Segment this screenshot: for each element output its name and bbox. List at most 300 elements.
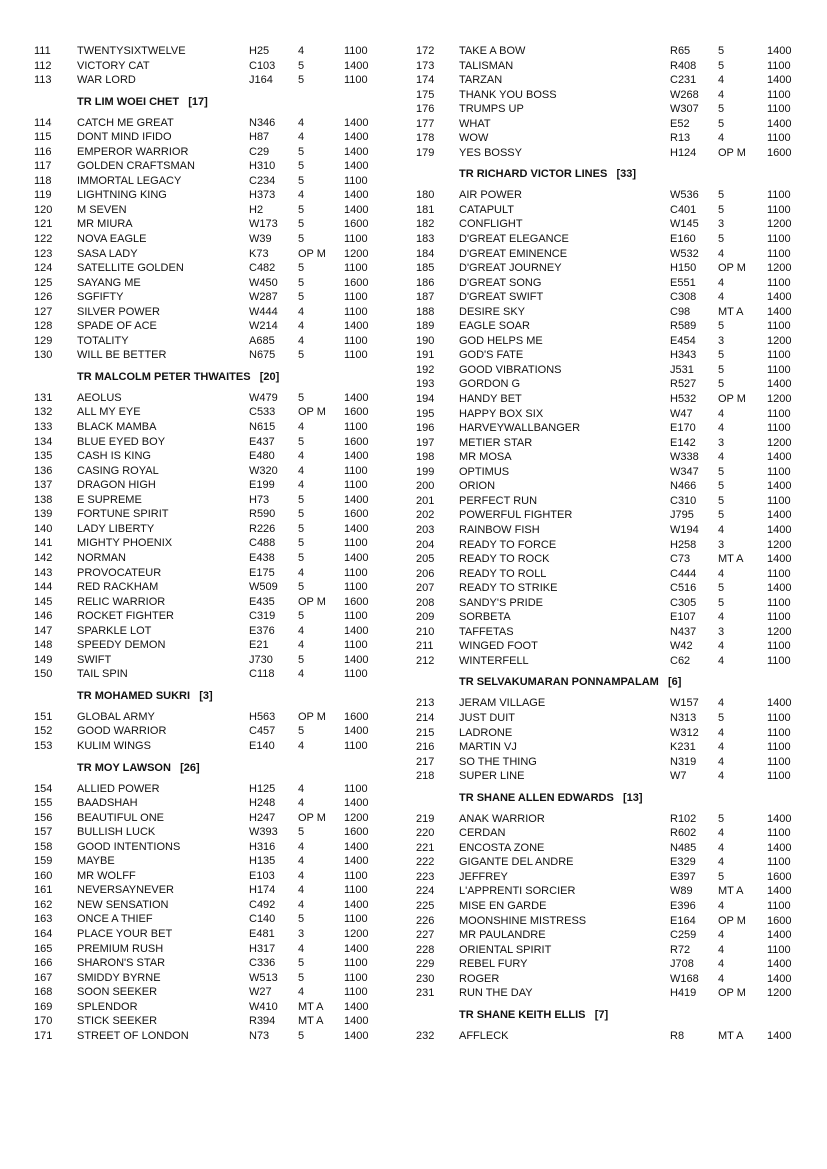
horse-code: C73	[670, 553, 691, 566]
entry-row	[416, 334, 796, 349]
entry-row	[34, 811, 394, 826]
entry-row	[416, 247, 796, 262]
entry-number: 128	[34, 320, 53, 333]
entry-number: 199	[416, 465, 435, 478]
horse-name: READY TO STRIKE	[459, 582, 558, 595]
race-distance: 1100	[767, 349, 791, 362]
race-distance: 1400	[767, 958, 792, 971]
horse-code: W307	[670, 103, 699, 116]
horse-code: C305	[670, 596, 697, 609]
race-distance: 1100	[767, 363, 791, 376]
horse-rating: 4	[718, 741, 725, 754]
horse-rating: 5	[298, 160, 305, 173]
entry-row	[34, 290, 394, 305]
entry-number: 118	[34, 174, 52, 187]
race-distance: 1100	[767, 654, 791, 667]
horse-rating: 4	[298, 898, 305, 911]
horse-code: C62	[670, 654, 691, 667]
horse-rating: 4	[298, 782, 305, 795]
entry-row	[416, 841, 796, 856]
entry-row	[34, 405, 394, 420]
entry-row	[34, 898, 394, 913]
entry-row	[416, 972, 796, 987]
race-distance: 1200	[767, 334, 792, 347]
horse-rating: 4	[718, 291, 725, 304]
entry-row	[34, 1000, 394, 1015]
race-distance: 1600	[344, 276, 369, 289]
horse-rating: MT A	[718, 1029, 744, 1042]
horse-code: W513	[249, 971, 278, 984]
horse-code: N437	[670, 625, 697, 638]
entry-number: 167	[34, 971, 53, 984]
horse-rating: 4	[718, 899, 725, 912]
entry-row	[416, 740, 796, 755]
race-distance: 1400	[767, 305, 792, 318]
entry-row	[416, 639, 796, 654]
entry-number: 132	[34, 406, 53, 419]
horse-name: SORBETA	[459, 611, 511, 624]
horse-name: GOOD WARRIOR	[77, 725, 167, 738]
horse-name: JUST DUIT	[459, 711, 516, 724]
race-distance: 1100	[767, 611, 791, 624]
race-distance: 1100	[344, 782, 368, 795]
horse-rating: 4	[298, 668, 305, 681]
entry-number: 139	[34, 508, 53, 521]
race-distance: 1100	[767, 726, 791, 739]
horse-code: C482	[249, 262, 276, 275]
race-distance: 1100	[344, 174, 368, 187]
race-distance: 1100	[767, 770, 791, 783]
entry-number: 173	[416, 59, 435, 72]
horse-rating: 4	[718, 697, 725, 710]
race-distance: 1400	[344, 450, 369, 463]
race-distance: 1100	[767, 189, 791, 202]
entry-row	[416, 552, 796, 567]
horse-rating: 5	[718, 509, 725, 522]
entry-number: 124	[34, 262, 53, 275]
horse-name: ORIENTAL SPIRIT	[459, 943, 552, 956]
entry-number: 184	[416, 247, 435, 260]
horse-name: TAFFETAS	[459, 625, 514, 638]
horse-rating: 4	[718, 640, 725, 653]
entry-number: 142	[34, 551, 53, 564]
entry-row	[416, 654, 796, 669]
horse-rating: 3	[718, 218, 725, 231]
horse-name: SANDY'S PRIDE	[459, 596, 544, 609]
entry-number: 180	[416, 189, 435, 202]
entry-number: 171	[34, 1029, 53, 1042]
entry-row	[416, 131, 796, 146]
entry-row	[416, 711, 796, 726]
horse-name: EAGLE SOAR	[459, 320, 530, 333]
race-distance: 1400	[344, 840, 369, 853]
race-distance: 1100	[767, 494, 791, 507]
entry-row	[416, 421, 796, 436]
entry-row	[34, 116, 394, 131]
race-distance: 1400	[344, 942, 369, 955]
trainer-heading	[416, 672, 796, 692]
horse-name: RAINBOW FISH	[459, 523, 540, 536]
trainer-name	[459, 672, 681, 692]
entry-number: 196	[416, 422, 435, 435]
horse-name: NEVERSAYNEVER	[77, 884, 174, 897]
horse-name: GOLDEN CRAFTSMAN	[77, 160, 195, 173]
race-distance: 1600	[767, 870, 792, 883]
entry-number: 225	[416, 899, 435, 912]
entry-number: 121	[34, 218, 53, 231]
horse-code: H532	[670, 393, 697, 406]
entry-row	[34, 44, 394, 59]
horse-rating: 4	[298, 479, 305, 492]
horse-name: GORDON G	[459, 378, 521, 391]
horse-name: D'GREAT ELEGANCE	[459, 233, 569, 246]
horse-name: MR MIURA	[77, 218, 133, 231]
entry-row	[34, 319, 394, 334]
horse-code: W168	[670, 972, 699, 985]
horse-code: E438	[249, 551, 275, 564]
horse-rating: 5	[718, 45, 725, 57]
race-distance: 1100	[344, 45, 368, 57]
entry-row	[34, 782, 394, 797]
race-distance: 1100	[767, 132, 791, 145]
horse-rating: 5	[298, 276, 305, 289]
horse-code: H2	[249, 203, 264, 216]
horse-rating: 4	[298, 566, 305, 579]
trainer-name-text: TR MOHAMED SUKRI	[77, 689, 191, 702]
horse-name: SATELLITE GOLDEN	[77, 262, 184, 275]
horse-code: H124	[670, 146, 697, 159]
entry-row	[34, 188, 394, 203]
horse-name: VICTORY CAT	[77, 59, 150, 72]
race-distance: 1100	[344, 262, 368, 275]
race-distance: 1400	[767, 812, 792, 825]
horse-rating: OP M	[718, 146, 746, 159]
horse-rating: 5	[298, 145, 305, 158]
entry-row	[34, 420, 394, 435]
horse-rating: 4	[298, 840, 305, 853]
entry-row	[416, 508, 796, 523]
horse-code: A685	[249, 334, 275, 347]
entry-number: 140	[34, 522, 53, 535]
horse-rating: 4	[718, 451, 725, 464]
entry-number: 157	[34, 826, 53, 839]
race-distance: 1400	[344, 203, 369, 216]
race-distance: 1100	[767, 856, 791, 869]
horse-rating: MT A	[298, 1000, 324, 1013]
race-distance: 1400	[767, 480, 792, 493]
entry-number: 220	[416, 827, 435, 840]
horse-name: MR MOSA	[459, 451, 512, 464]
entry-number: 204	[416, 538, 435, 551]
horse-name: EMPEROR WARRIOR	[77, 145, 189, 158]
entry-row	[416, 450, 796, 465]
horse-code: H247	[249, 811, 276, 824]
horse-rating: 4	[718, 827, 725, 840]
entry-number: 137	[34, 479, 53, 492]
trainer-name-text: TR SHANE ALLEN EDWARDS	[459, 791, 614, 804]
entry-row	[416, 319, 796, 334]
horse-name: MARTIN VJ	[459, 741, 517, 754]
horse-code: E140	[249, 739, 275, 752]
horse-code: N615	[249, 421, 276, 434]
trainer-name	[459, 164, 636, 184]
race-distance: 1400	[344, 116, 369, 129]
horse-name: GOOD INTENTIONS	[77, 840, 181, 853]
entry-number: 185	[416, 262, 435, 275]
entry-row	[416, 465, 796, 480]
horse-name: MISE EN GARDE	[459, 899, 547, 912]
horse-code: J164	[249, 74, 273, 87]
race-distance: 1100	[344, 421, 368, 434]
race-distance: 1400	[344, 493, 369, 506]
race-distance: 1400	[767, 553, 792, 566]
race-distance: 1600	[344, 826, 369, 839]
entry-row	[34, 667, 394, 682]
entry-row	[416, 146, 796, 161]
horse-name: PLACE YOUR BET	[77, 927, 173, 940]
horse-rating: 5	[298, 957, 305, 970]
race-distance: 1100	[344, 610, 368, 623]
entry-row	[34, 825, 394, 840]
horse-name: CATCH ME GREAT	[77, 116, 174, 129]
entry-row	[34, 59, 394, 74]
horse-rating: 4	[298, 131, 305, 144]
entry-row	[416, 407, 796, 422]
entry-number: 208	[416, 596, 435, 609]
race-distance: 1100	[344, 349, 368, 362]
horse-rating: 5	[718, 349, 725, 362]
entry-number: 211	[416, 640, 434, 653]
race-distance: 1200	[344, 247, 369, 260]
horse-name: WILL BE BETTER	[77, 349, 167, 362]
race-distance: 1400	[767, 885, 792, 898]
entry-row	[416, 914, 796, 929]
horse-name: MAYBE	[77, 855, 115, 868]
entry-number: 117	[34, 160, 52, 173]
horse-name: LIGHTNING KING	[77, 189, 167, 202]
entry-row	[416, 188, 796, 203]
entry-number: 144	[34, 581, 53, 594]
race-distance: 1100	[767, 741, 791, 754]
horse-code: W194	[670, 523, 699, 536]
entry-row	[416, 581, 796, 596]
entry-number: 214	[416, 711, 435, 724]
horse-code: C533	[249, 406, 276, 419]
horse-rating: 4	[718, 276, 725, 289]
entry-row	[416, 826, 796, 841]
horse-code: R72	[670, 943, 691, 956]
horse-rating: 5	[298, 74, 305, 87]
horse-code: K73	[249, 247, 269, 260]
race-distance: 1400	[344, 725, 369, 738]
entry-row	[416, 755, 796, 770]
horse-code: E481	[249, 927, 275, 940]
race-distance: 1400	[767, 1029, 792, 1042]
horse-name: MIGHTY PHOENIX	[77, 537, 173, 550]
horse-name: SWIFT	[77, 653, 112, 666]
entry-row	[34, 956, 394, 971]
entry-number: 212	[416, 654, 435, 667]
horse-code: C118	[249, 668, 275, 681]
race-distance: 1400	[767, 378, 792, 391]
horse-code: R590	[249, 508, 276, 521]
horse-code: R65	[670, 45, 691, 57]
entry-row	[416, 363, 796, 378]
trainer-name-text: TR LIM WOEI CHET	[77, 95, 180, 108]
horse-name: AIR POWER	[459, 189, 522, 202]
horse-code: E175	[249, 566, 275, 579]
horse-code: E170	[670, 422, 696, 435]
entry-number: 154	[34, 782, 53, 795]
horse-name: HARVEYWALLBANGER	[459, 422, 581, 435]
entry-number: 111	[34, 45, 51, 57]
horse-code: W532	[670, 247, 699, 260]
horse-code: H317	[249, 942, 276, 955]
trainer-name	[77, 686, 213, 706]
entry-number: 129	[34, 334, 53, 347]
horse-code: N319	[670, 755, 697, 768]
horse-rating: 3	[718, 436, 725, 449]
horse-name: READY TO ROLL	[459, 567, 547, 580]
entry-number: 149	[34, 653, 53, 666]
trainer-name-text: TR RICHARD VICTOR LINES	[459, 168, 608, 181]
race-distance: 1100	[344, 986, 368, 999]
horse-code: C29	[249, 145, 270, 158]
horse-code: E329	[670, 856, 696, 869]
race-distance: 1100	[767, 899, 791, 912]
horse-code: W338	[670, 451, 699, 464]
horse-code: W39	[249, 233, 272, 246]
entry-number: 138	[34, 493, 53, 506]
entry-number: 188	[416, 305, 435, 318]
race-distance: 1100	[767, 465, 791, 478]
entry-number: 131	[34, 391, 53, 404]
entry-row	[34, 942, 394, 957]
race-distance: 1400	[344, 551, 369, 564]
horse-code: C319	[249, 610, 276, 623]
horse-name: PROVOCATEUR	[77, 566, 162, 579]
trainer-heading	[416, 1005, 796, 1025]
race-distance: 1100	[344, 291, 368, 304]
trainer-name-text: TR SHANE KEITH ELLIS	[459, 1008, 586, 1021]
entry-number: 177	[416, 117, 435, 130]
entry-number: 152	[34, 725, 53, 738]
entry-row	[416, 290, 796, 305]
horse-rating: 4	[298, 45, 305, 57]
horse-code: R589	[670, 320, 697, 333]
entry-row	[416, 232, 796, 247]
horse-rating: 5	[718, 103, 725, 116]
trainer-heading	[34, 758, 394, 778]
race-distance: 1100	[344, 884, 368, 897]
horse-rating: 4	[718, 654, 725, 667]
entry-number: 119	[34, 189, 52, 202]
horse-code: W157	[670, 697, 699, 710]
horse-name: NORMAN	[77, 551, 126, 564]
race-distance: 1200	[767, 262, 792, 275]
horse-code: C516	[670, 582, 697, 595]
horse-name: ROGER	[459, 972, 500, 985]
horse-rating: MT A	[718, 885, 744, 898]
horse-rating: OP M	[718, 393, 746, 406]
entry-row	[34, 883, 394, 898]
horse-name: ORION	[459, 480, 496, 493]
horse-rating: 5	[298, 262, 305, 275]
horse-code: W173	[249, 218, 278, 231]
horse-code: J795	[670, 509, 694, 522]
entry-number: 145	[34, 595, 53, 608]
horse-rating: 5	[298, 610, 305, 623]
horse-name: CASH IS KING	[77, 450, 151, 463]
trainer-name-text: TR SELVAKUMARAN PONNAMPALAM	[459, 676, 659, 689]
entry-row	[416, 377, 796, 392]
entry-number: 219	[416, 812, 435, 825]
entry-row	[416, 479, 796, 494]
race-distance: 1400	[767, 509, 792, 522]
race-distance: 1400	[344, 855, 369, 868]
entry-number: 191	[416, 349, 435, 362]
race-distance: 1400	[767, 582, 792, 595]
horse-code: H343	[670, 349, 697, 362]
horse-name: CASING ROYAL	[77, 464, 159, 477]
left-column	[34, 44, 394, 1043]
entry-number: 193	[416, 378, 435, 391]
horse-code: W479	[249, 391, 278, 404]
horse-rating: 4	[298, 116, 305, 129]
entry-row	[34, 840, 394, 855]
entry-row	[416, 957, 796, 972]
entry-number: 122	[34, 233, 53, 246]
horse-name: READY TO ROCK	[459, 553, 550, 566]
horse-code: H25	[249, 45, 270, 57]
horse-name: REBEL FURY	[459, 958, 528, 971]
horse-rating: 5	[298, 913, 305, 926]
entry-row	[34, 624, 394, 639]
entry-row	[34, 464, 394, 479]
race-distance: 1100	[344, 537, 368, 550]
entry-number: 209	[416, 611, 435, 624]
horse-name: D'GREAT EMINENCE	[459, 247, 568, 260]
horse-code: H73	[249, 493, 270, 506]
horse-code: N466	[670, 480, 697, 493]
entry-number: 160	[34, 869, 53, 882]
horse-name: SGFIFTY	[77, 291, 124, 304]
horse-name: SPLENDOR	[77, 1000, 138, 1013]
horse-code: E160	[670, 233, 696, 246]
entry-number: 163	[34, 913, 53, 926]
race-distance: 1100	[767, 203, 791, 216]
entry-row	[34, 536, 394, 551]
horse-name: TWENTYSIXTWELVE	[77, 45, 186, 57]
entry-number: 147	[34, 624, 53, 637]
horse-code: K231	[670, 741, 696, 754]
race-distance: 1100	[767, 943, 791, 956]
entry-number: 176	[416, 103, 435, 116]
horse-name: IMMORTAL LEGACY	[77, 174, 182, 187]
horse-code: R527	[670, 378, 697, 391]
race-distance: 1100	[344, 233, 368, 246]
horse-name: ALL MY EYE	[77, 406, 141, 419]
horse-name: BLACK MAMBA	[77, 421, 157, 434]
entry-row	[34, 595, 394, 610]
entry-row	[34, 927, 394, 942]
horse-code: H248	[249, 797, 276, 810]
horse-name: SPARKLE LOT	[77, 624, 152, 637]
race-distance: 1600	[344, 710, 369, 723]
entry-number: 218	[416, 770, 435, 783]
horse-rating: 5	[718, 378, 725, 391]
horse-rating: 5	[298, 537, 305, 550]
